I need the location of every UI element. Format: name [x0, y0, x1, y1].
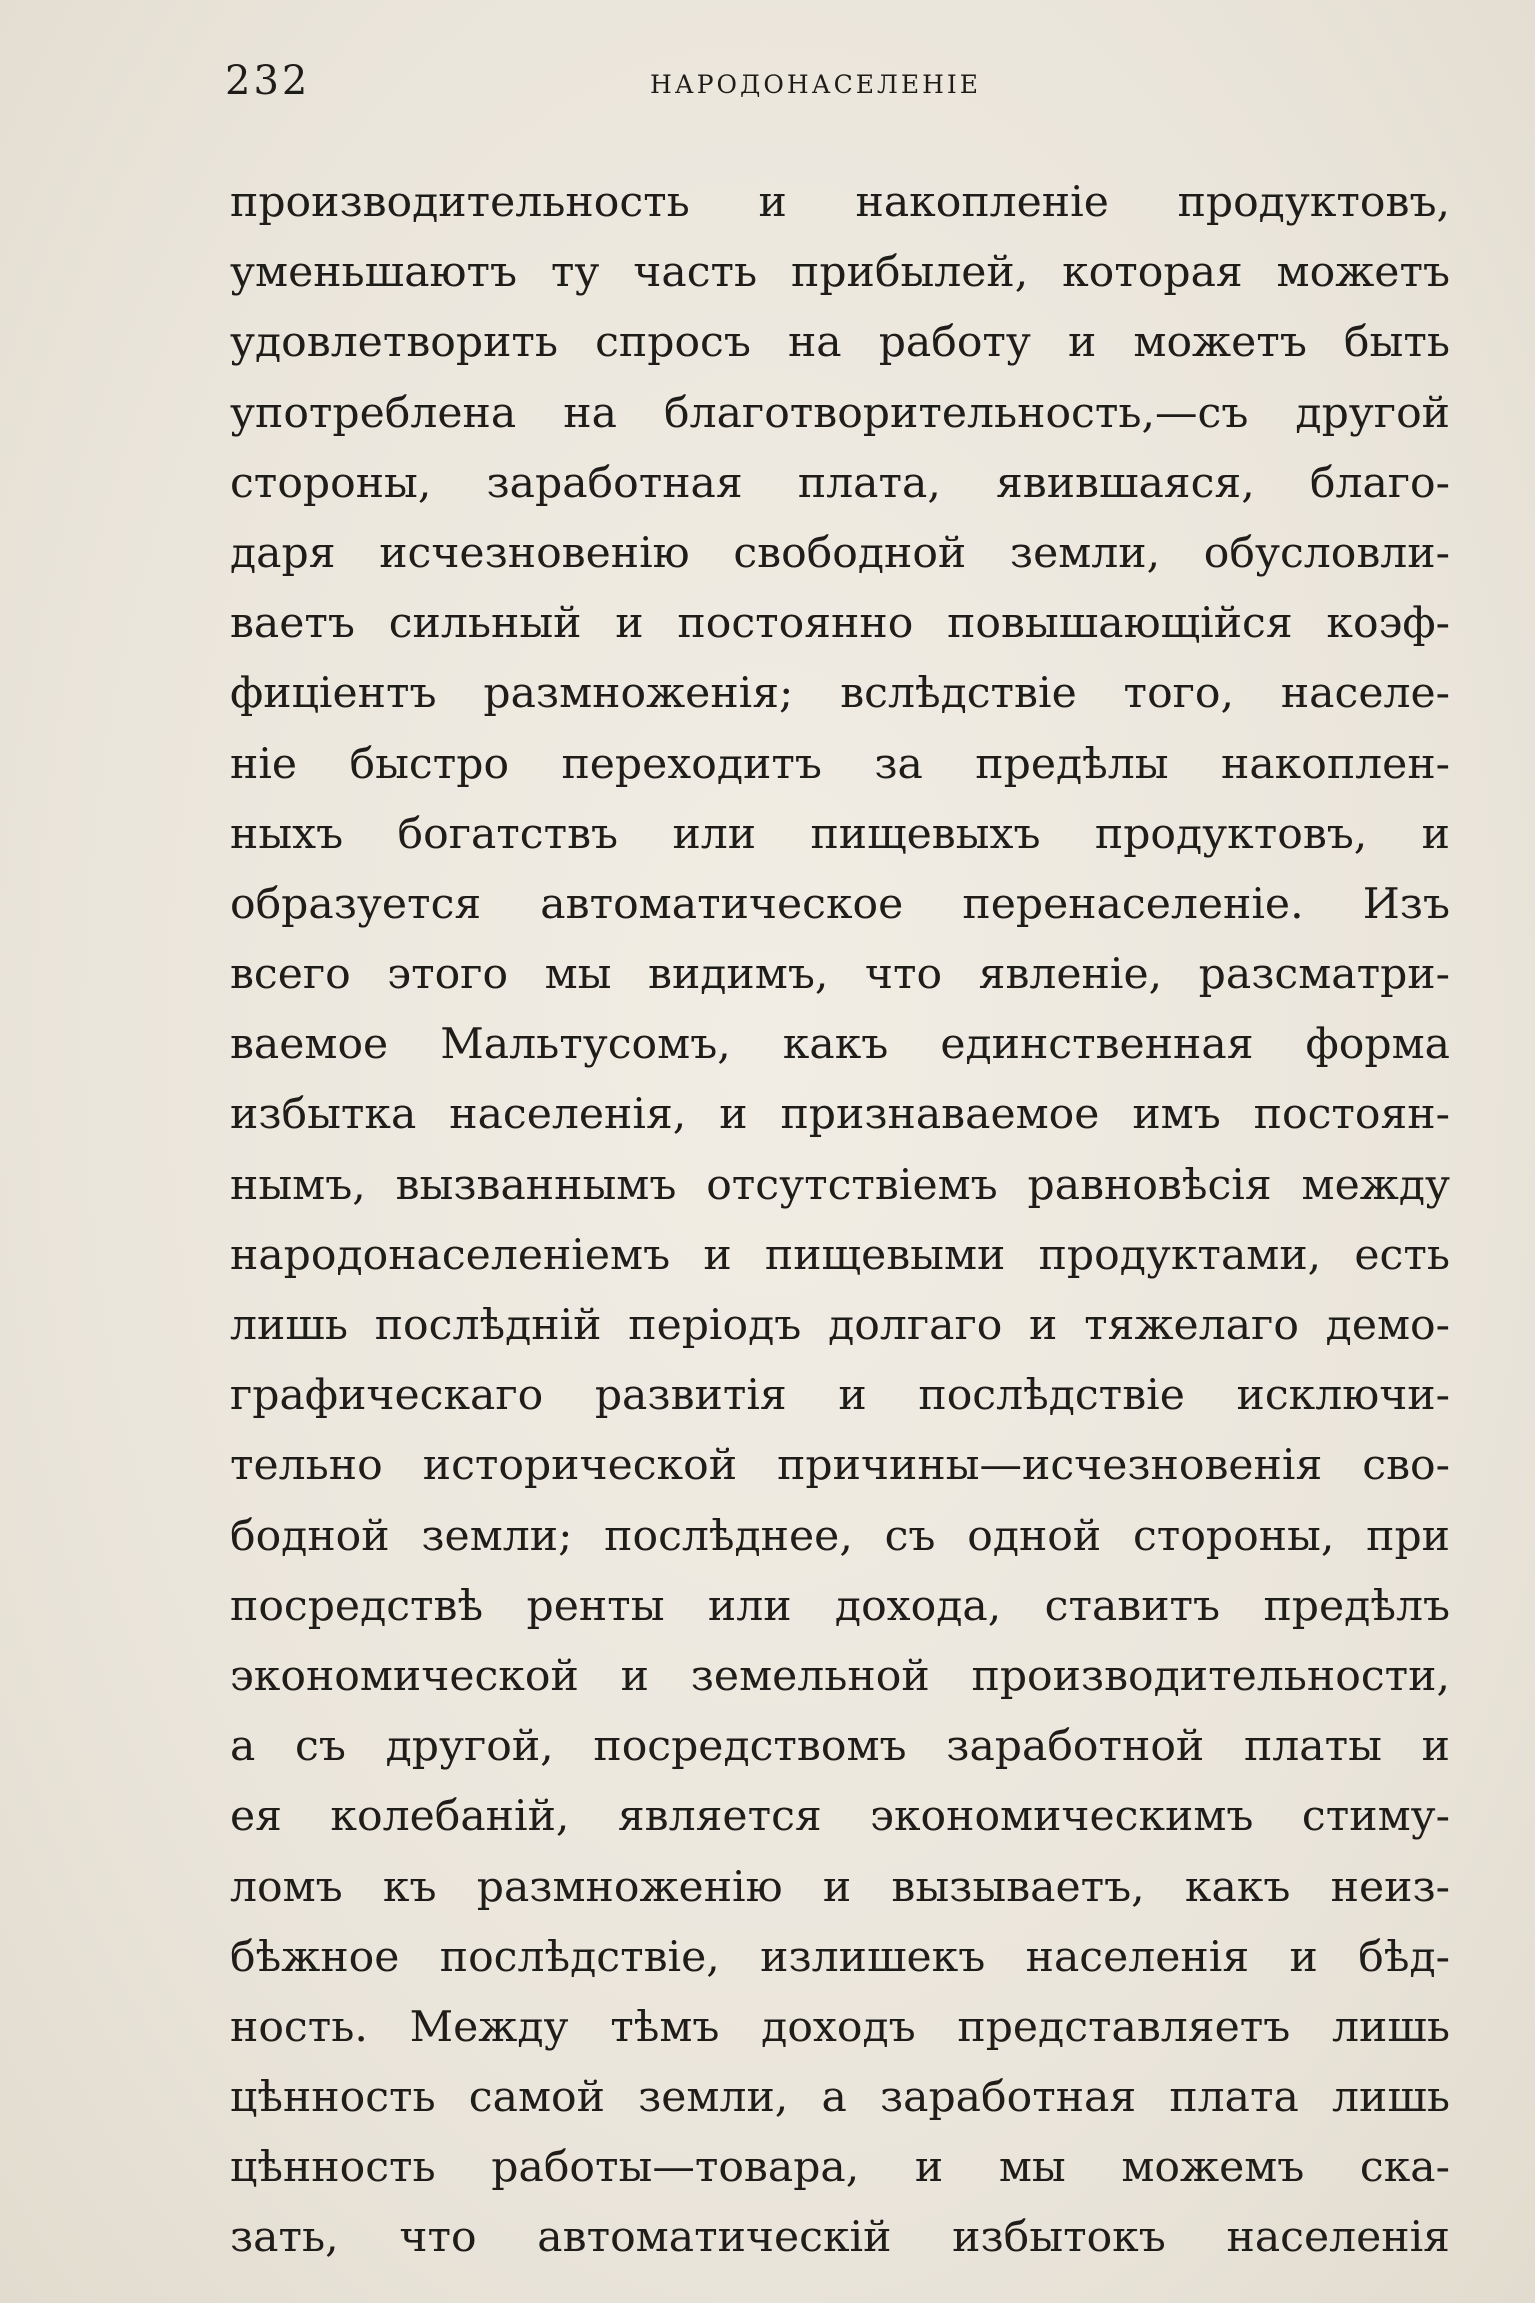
text-line: нымъ, вызваннымъ отсутствіемъ равновѣсія между	[230, 1160, 1450, 1210]
text-line: ваетъ сильный и постоянно повышающійся коэф-	[230, 599, 1450, 649]
text-line: стороны, заработная плата, явившаяся, благо-	[230, 458, 1450, 508]
text-line: употреблена на благотворительность,—съ другой	[230, 388, 1450, 438]
text-line: зать, что автоматическій избытокъ населенія	[230, 2213, 1450, 2263]
text-line: лишь послѣдній періодъ долгаго и тяжелаго демо-	[230, 1301, 1450, 1350]
text-line: даря исчезновенію свободной земли, обусловли-	[230, 528, 1450, 578]
text-line: экономической и земельной производительности,	[230, 1651, 1450, 1701]
text-line: цѣнность самой земли, а заработная плата лишь	[230, 2073, 1450, 2123]
body-text	[230, 168, 1450, 2274]
text-line: тельно исторической причины—исчезновенія сво-	[230, 1441, 1450, 1491]
text-line: народонаселеніемъ и пищевыми продуктами, есть	[230, 1230, 1450, 1280]
text-line: ваемое Мальтусомъ, какъ единственная форма	[230, 1020, 1450, 1070]
text-line: бодной земли; послѣднее, съ одной стороны, при	[230, 1511, 1450, 1561]
text-line: ность. Между тѣмъ доходъ представляетъ лишь	[230, 2002, 1450, 2052]
text-line: избытка населенія, и признаваемое имъ постоян-	[230, 1090, 1450, 1140]
text-line: уменьшаютъ ту часть прибылей, которая можетъ	[230, 248, 1450, 298]
text-line: ея колебаній, является экономическимъ стиму-	[230, 1792, 1450, 1842]
text-line: фиціентъ размноженія; вслѣдствіе того, населе-	[230, 669, 1450, 719]
text-line: ніе быстро переходитъ за предѣлы накоплен-	[230, 739, 1450, 789]
text-line: ныхъ богатствъ или пищевыхъ продуктовъ, и	[230, 809, 1450, 859]
text-line: а съ другой, посредствомъ заработной платы и	[230, 1722, 1450, 1772]
text-line: графическаго развитія и послѣдствіе исключи-	[230, 1371, 1450, 1421]
running-title: НАРОДОНАСЕЛЕНІЕ	[650, 70, 982, 99]
text-line: посредствѣ ренты или дохода, ставитъ предѣлъ	[230, 1581, 1450, 1631]
text-line: образуется автоматическое перенаселеніе. Изъ	[230, 879, 1450, 929]
text-line: всего этого мы видимъ, что явленіе, разсматри-	[230, 950, 1450, 1000]
text-line: удовлетворить спросъ на работу и можетъ быть	[230, 318, 1450, 368]
text-line: ломъ къ размноженію и вызываетъ, какъ неиз-	[230, 1862, 1450, 1912]
text-line: производительность и накопленіе продуктовъ,	[230, 178, 1450, 227]
text-line: бѣжное послѣдствіе, излишекъ населенія и бѣд-	[230, 1932, 1450, 1982]
page-number: 232	[225, 58, 311, 104]
running-head	[225, 58, 1275, 118]
text-line: цѣнность работы—товара, и мы можемъ ска-	[230, 2143, 1450, 2193]
